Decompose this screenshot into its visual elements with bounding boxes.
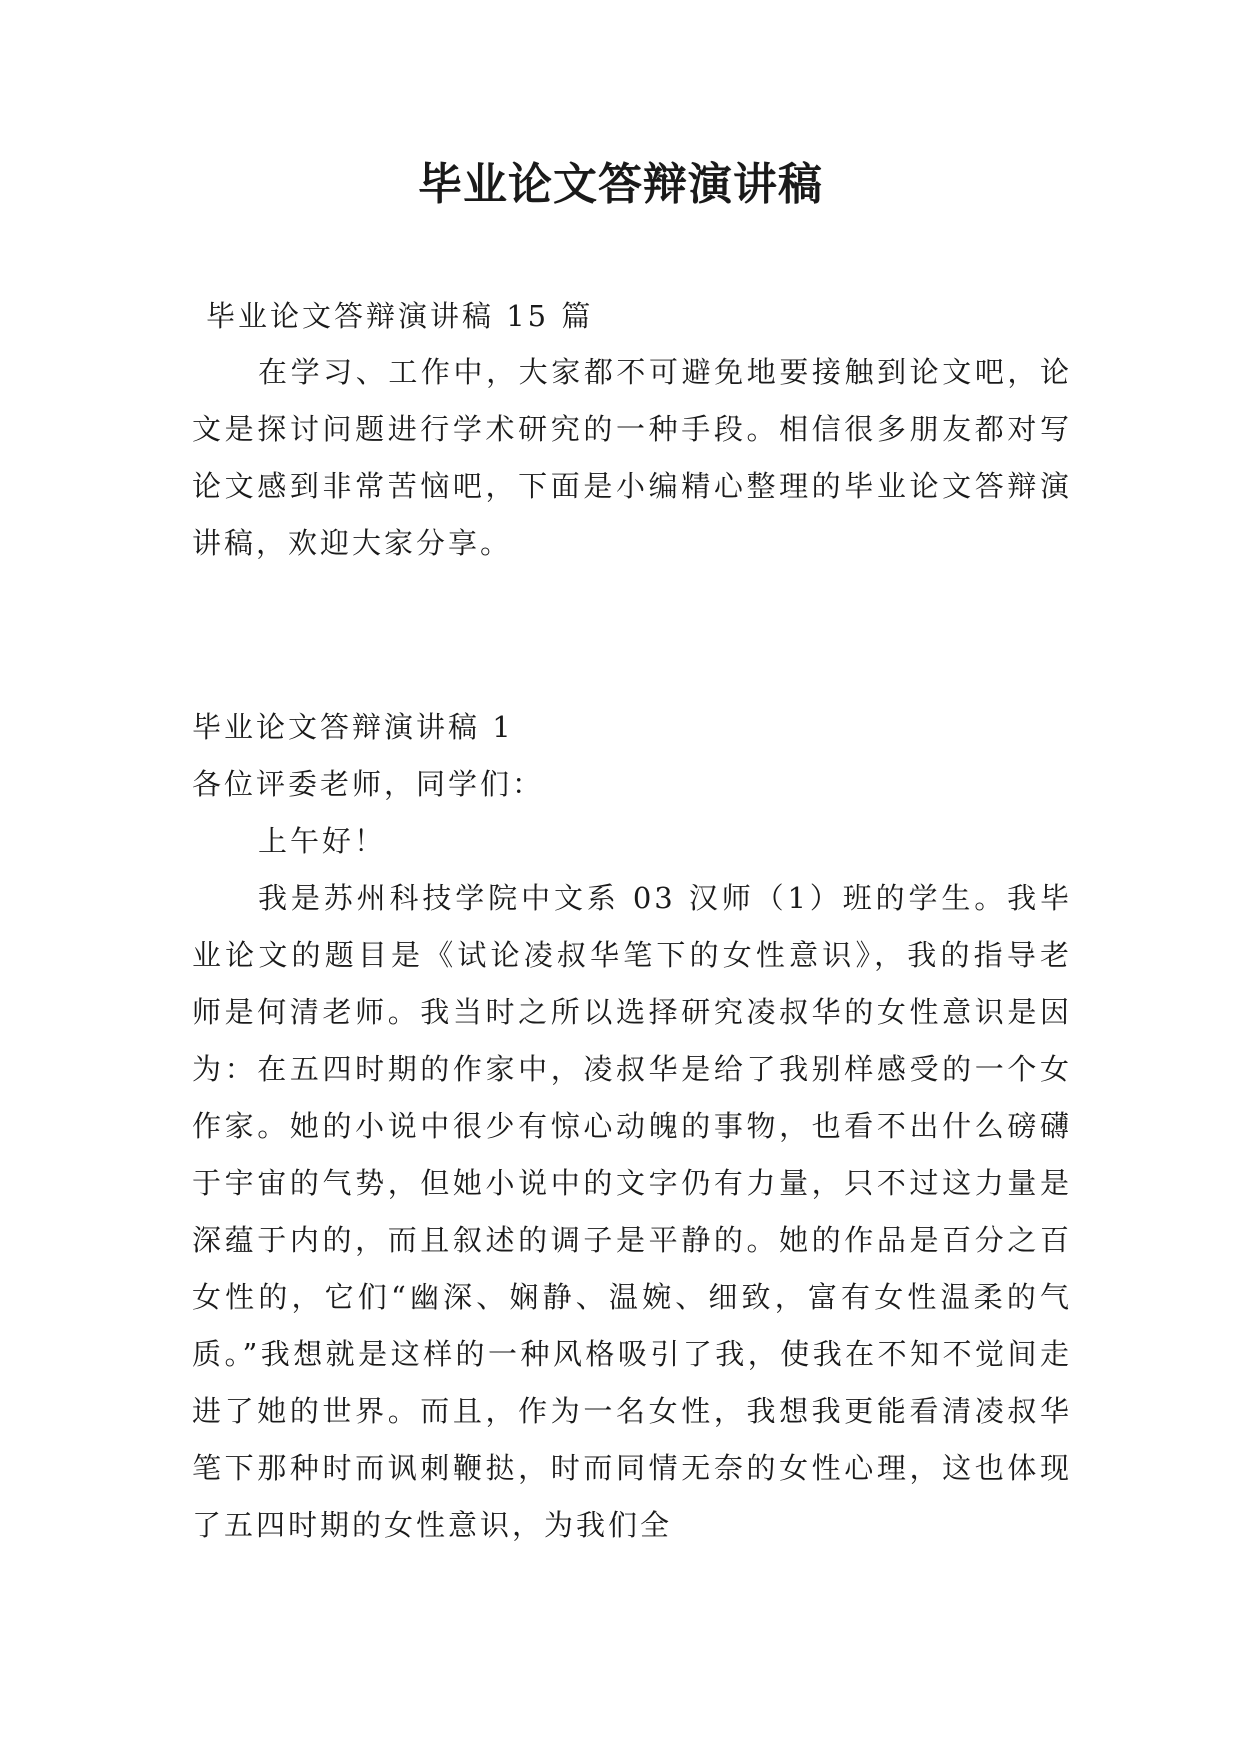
- body-section: [192, 870, 1072, 1554]
- document-title: 毕业论文答辩演讲稿: [418, 159, 823, 210]
- body-paragraph: 我是苏州科技学院中文系 03 汉师（1）班的学生。我毕业论文的题目是《试论凌叔华笔下的女性意识》，我的指导老师是何清老师。我当时之所以选择研究凌叔华的女性意识是因为：在五四时期的作家中，凌叔华是给了我别样感受的一个女作家。她的小说中很少有惊心动魄的事物，也看不出什么磅礴于宇宙的气势，但她小说中的文字仍有力量，只不过这力量是深蕴于内的，而且叙述的调子是平静的。她的作品是百分之百女性的，它们“幽深、娴静、温婉、细致，富有女性温柔的气质。”我想就是这样的一种风格吸引了我，使我在不知不觉间走进了她的世界。而且，作为一名女性，我想我更能看清凌叔华笔下那种时而讽刺鞭挞，时而同情无奈的女性心理，这也体现了五四时期的女性意识，为我们全: [192, 881, 1072, 1542]
- document-subtitle: 毕业论文答辩演讲稿 15 篇: [206, 299, 594, 333]
- section-heading: 毕业论文答辩演讲稿 1: [192, 710, 514, 744]
- intro-paragraph: 在学习、工作中，大家都不可避免地要接触到论文吧，论文是探讨问题进行学术研究的一种手段。相信很多朋友都对写论文感到非常苦恼吧，下面是小编精心整理的毕业论文答辩演讲稿，欢迎大家分享。: [192, 355, 1072, 560]
- intro-section: [192, 344, 1072, 572]
- greeting: 上午好！: [258, 824, 387, 858]
- salutation: 各位评委老师，同学们：: [192, 767, 545, 801]
